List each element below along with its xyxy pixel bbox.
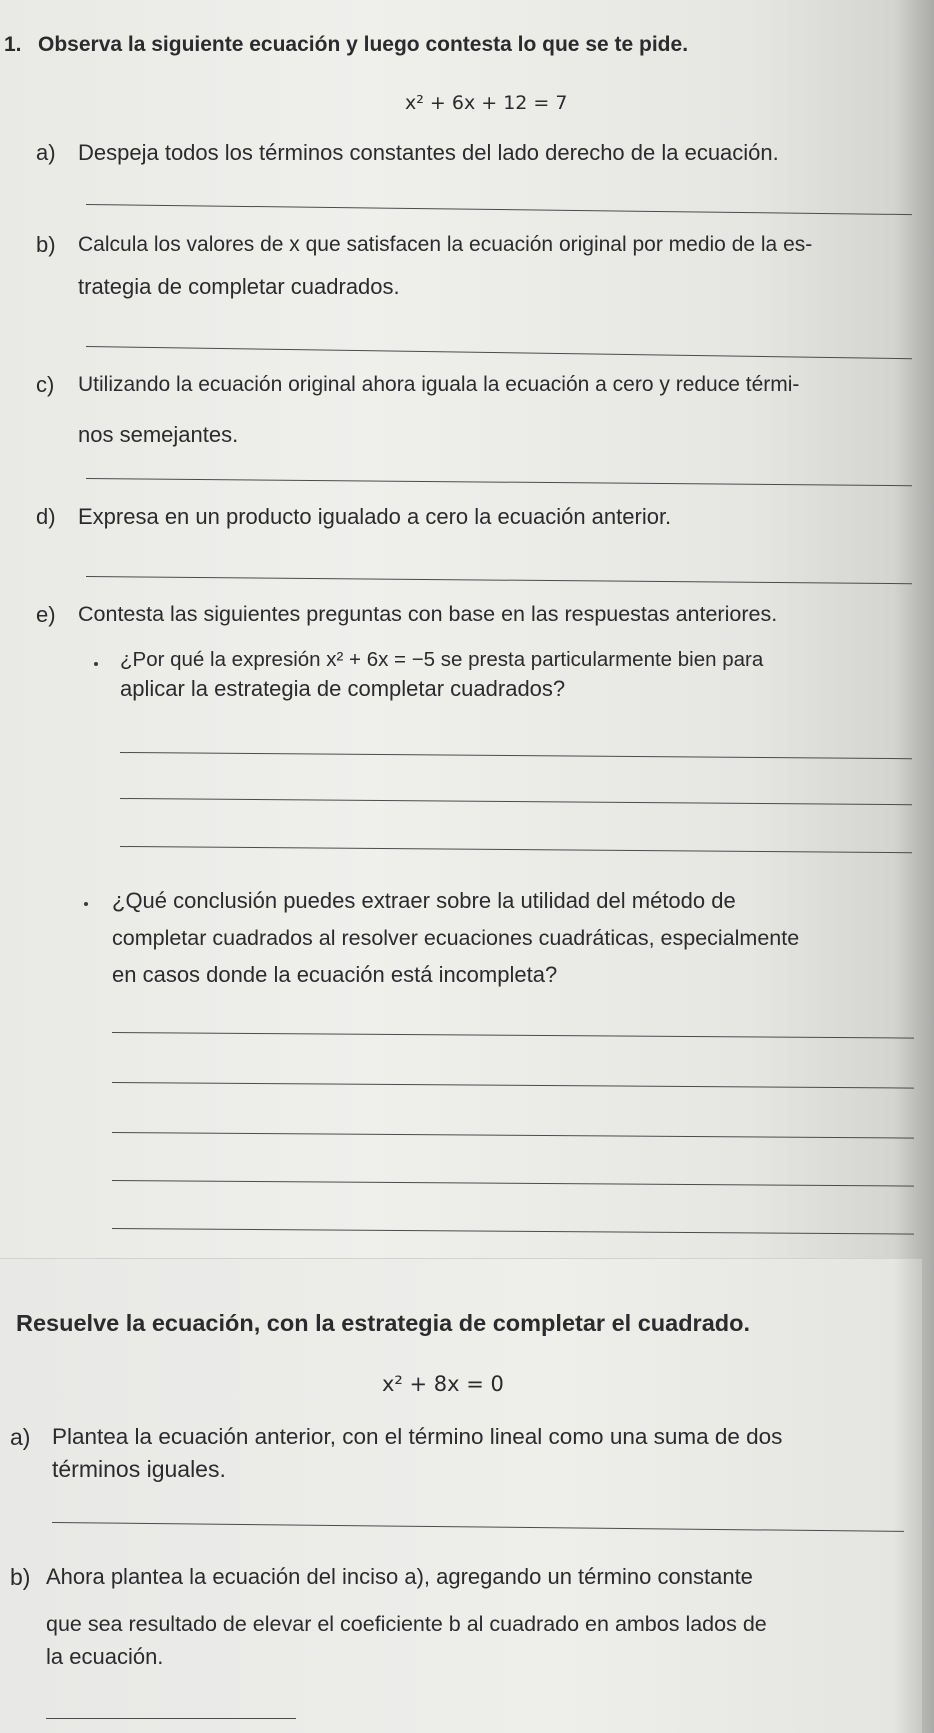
answer-line-e2-3[interactable] — [112, 1132, 914, 1139]
question-2-line2: completar cuadrados al resolver ecuaciones cuadráticas, especialmente — [112, 926, 800, 950]
item-2b-line3: la ecuación. — [46, 1644, 164, 1669]
answer-line-2b[interactable] — [46, 1718, 296, 1719]
answer-line-a[interactable] — [86, 204, 912, 215]
answer-line-e2-2[interactable] — [112, 1082, 914, 1089]
equation-2: x² + 8x = 0 — [382, 1372, 504, 1396]
exercise-2-heading: Resuelve la ecuación, con la estrategia de completar el cuadrado. — [16, 1310, 751, 1336]
answer-line-e2-5[interactable] — [112, 1228, 914, 1235]
answer-line-e1-3[interactable] — [120, 846, 912, 853]
answer-line-e2-4[interactable] — [112, 1180, 914, 1187]
answer-line-e1-2[interactable] — [120, 798, 912, 805]
answer-line-b[interactable] — [86, 346, 912, 359]
page-shadow — [894, 0, 934, 1733]
answer-line-e1-1[interactable] — [120, 752, 912, 759]
item-b-letter: b) — [36, 232, 56, 257]
item-b-line2: trategia de completar cuadrados. — [78, 274, 400, 299]
item-2a-letter: a) — [10, 1424, 31, 1450]
item-2a-line1: Plantea la ecuación anterior, con el término lineal como una suma de dos — [52, 1424, 783, 1449]
equation-1: x² + 6x + 12 = 7 — [405, 92, 568, 114]
item-a-text: Despeja todos los términos constantes del lado derecho de la ecuación. — [78, 140, 779, 165]
question-bullet — [84, 902, 88, 906]
exercise-heading: Observa la siguiente ecuación y luego contesta lo que se te pide. — [38, 33, 689, 56]
item-d-letter: d) — [36, 504, 56, 529]
item-b-line1: Calcula los valores de x que satisfacen la ecuación original por medio de la es- — [78, 233, 813, 256]
question-bullet — [94, 662, 98, 666]
question-2-line3: en casos donde la ecuación está incompleta? — [112, 962, 558, 987]
answer-line-c[interactable] — [86, 478, 912, 486]
item-e-letter: e) — [36, 602, 56, 627]
item-2a-line2: términos iguales. — [52, 1456, 226, 1482]
item-a-letter: a) — [36, 140, 56, 165]
item-e-text: Contesta las siguientes preguntas con base en las respuestas anteriores. — [78, 602, 778, 626]
answer-line-d[interactable] — [86, 576, 912, 584]
question-1-line2: aplicar la estrategia de completar cuadrados? — [120, 676, 566, 701]
item-2b-line2: que sea resultado de elevar el coeficiente b al cuadrado en ambos lados de — [46, 1612, 767, 1636]
item-d-text: Expresa en un producto igualado a cero la ecuación anterior. — [78, 504, 672, 529]
item-c-line1: Utilizando la ecuación original ahora iguala la ecuación a cero y reduce térmi- — [78, 373, 800, 396]
exercise-number: 1. — [4, 33, 22, 56]
question-1-line1: ¿Por qué la expresión x² + 6x = −5 se presta particularmente bien para — [120, 648, 764, 671]
item-2b-line1: Ahora plantea la ecuación del inciso a), agregando un término constante — [46, 1564, 753, 1589]
item-2b-letter: b) — [10, 1564, 31, 1590]
item-c-letter: c) — [36, 372, 55, 397]
item-c-line2: nos semejantes. — [78, 422, 239, 447]
answer-line-e2-1[interactable] — [112, 1032, 914, 1039]
question-2-line1: ¿Qué conclusión puedes extraer sobre la utilidad del método de — [112, 888, 736, 913]
